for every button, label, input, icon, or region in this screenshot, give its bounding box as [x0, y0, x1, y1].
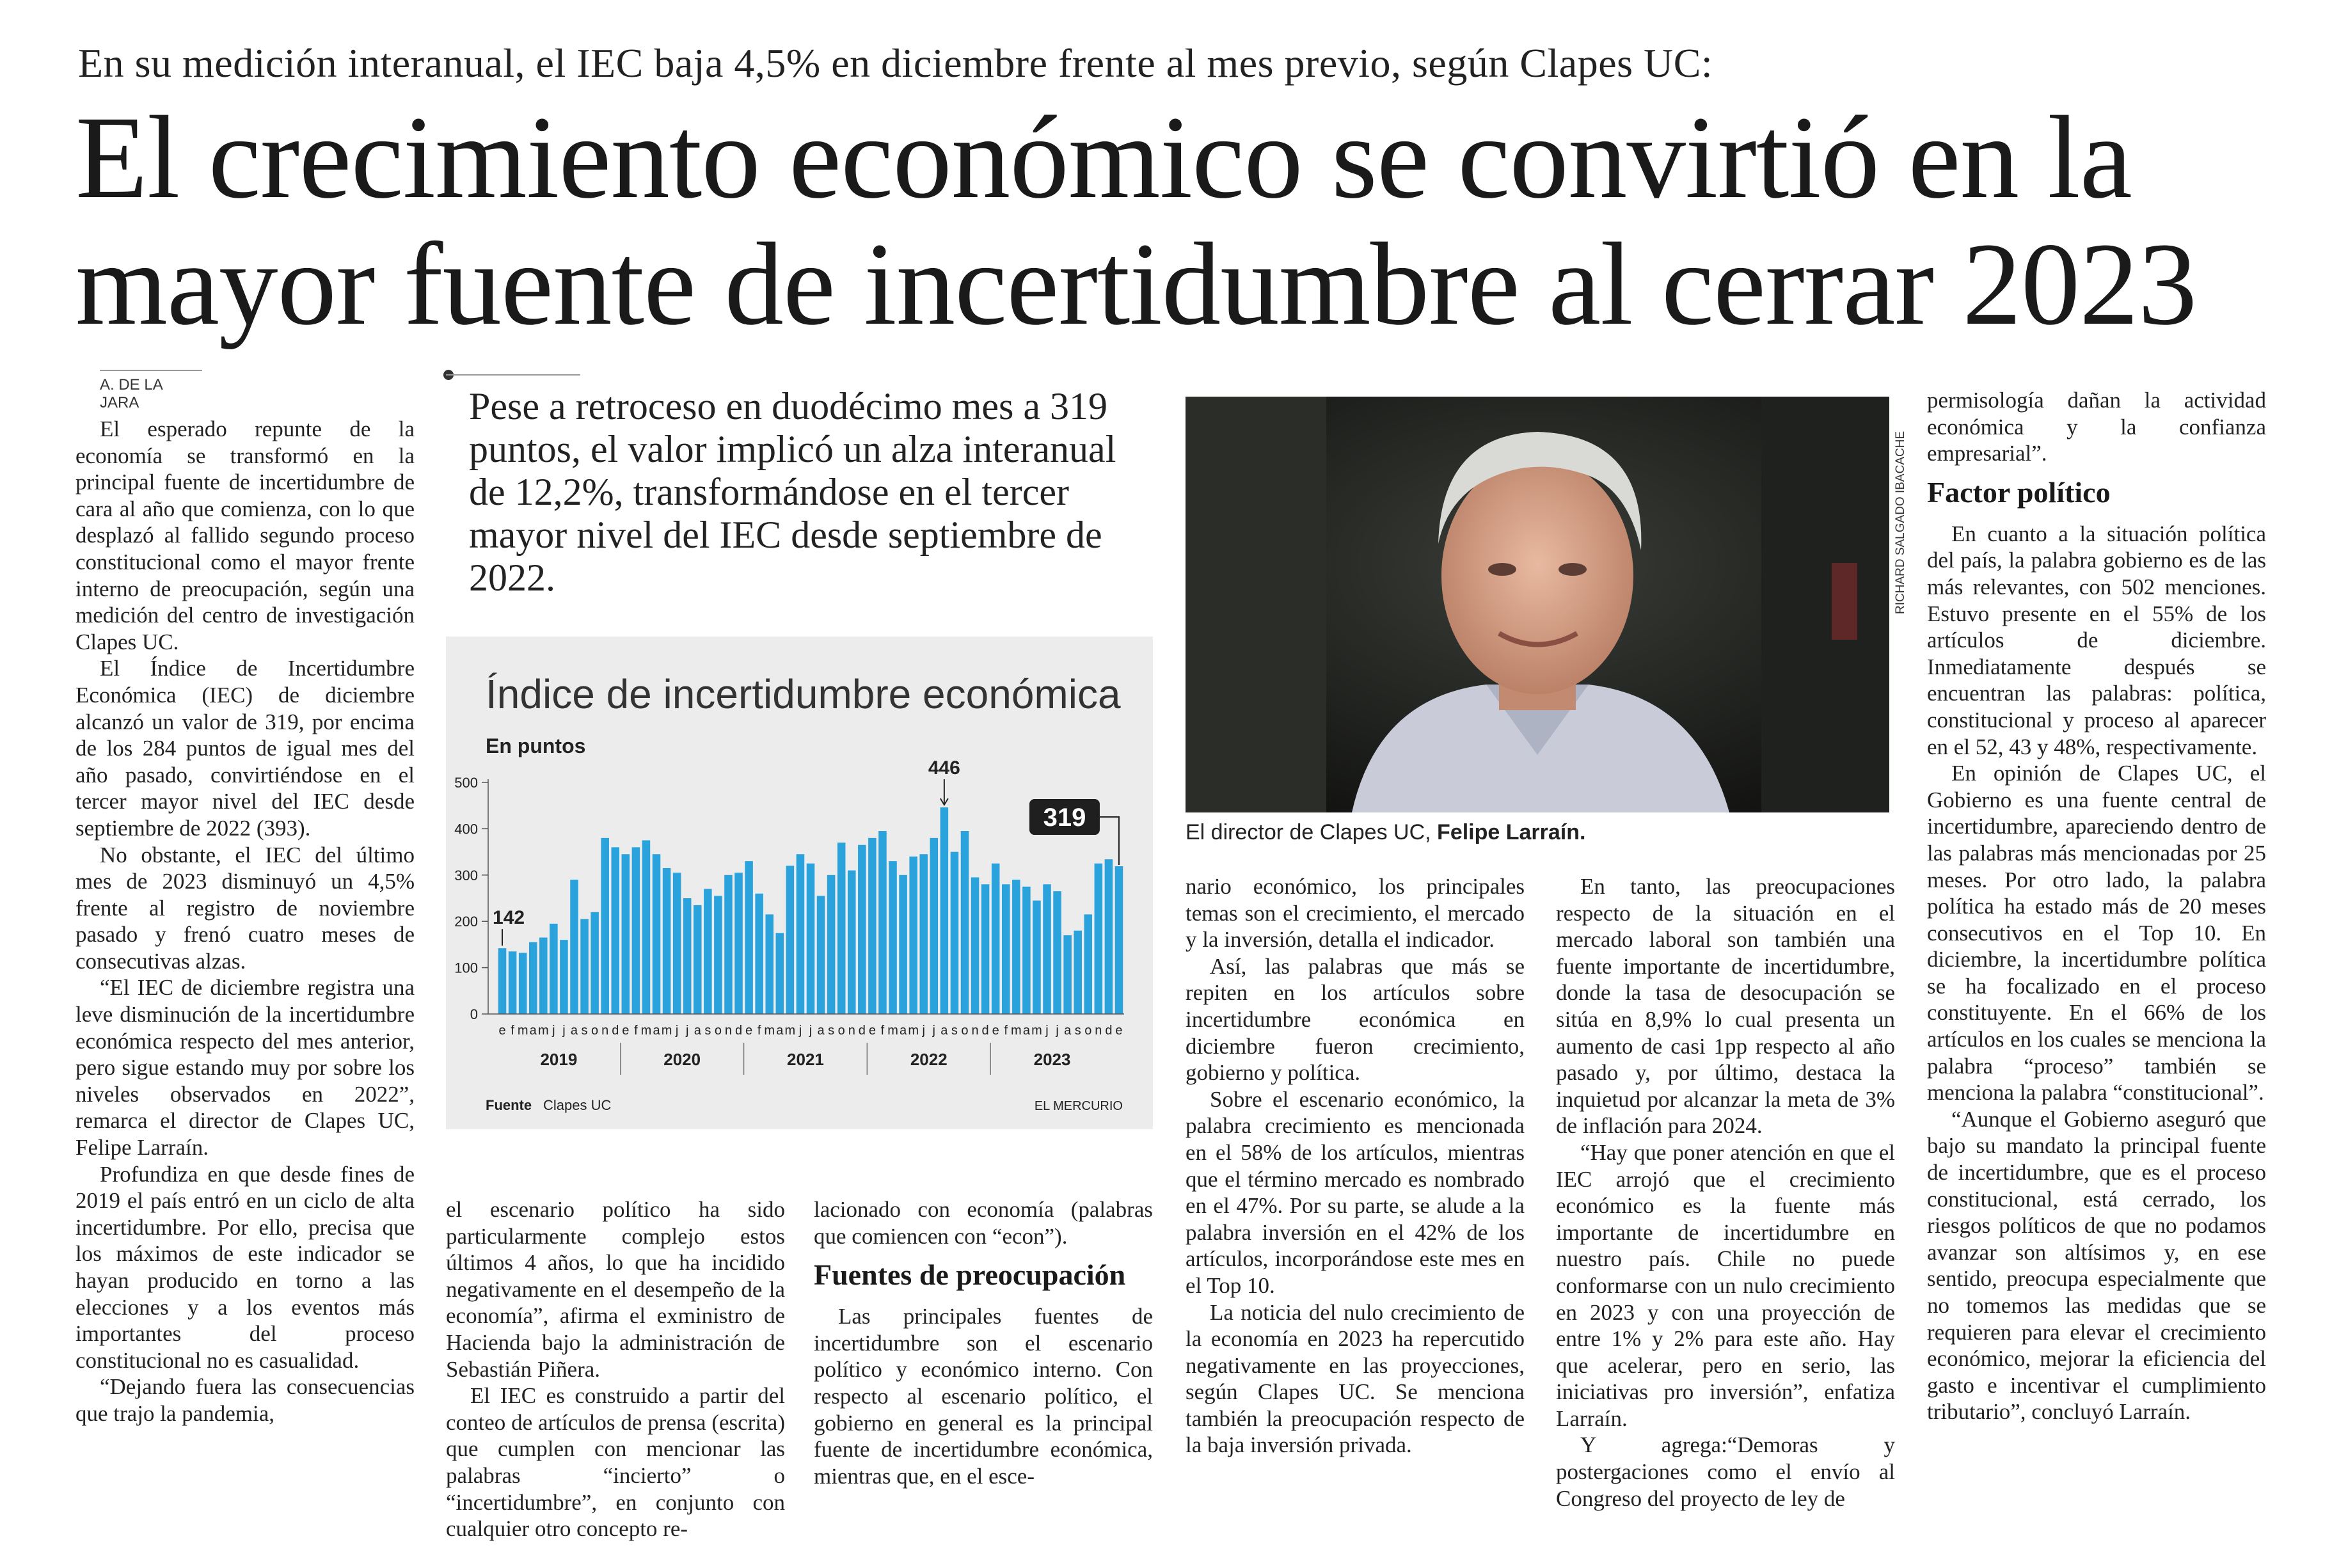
chart-title: Índice de incertidumbre económica: [486, 671, 1121, 717]
pullquote: Pese a retroceso en duodécimo mes a 319 puntos, el valor implicó un alza interanual de 12,2%, transformándose en el tercer mayor nivel del IEC desde septiembre de 2022.: [469, 385, 1116, 599]
photo-credit: RICHARD SALGADO IBACACHE: [1894, 431, 1907, 614]
x-tick-label: e: [498, 1024, 506, 1038]
x-tick-label: j: [675, 1024, 679, 1038]
x-tick-label: f: [1004, 1024, 1008, 1038]
paragraph: No obstante, el IEC del último mes de 2023 disminuyó un 4,5% frente al registro de noviembre pasado y frenó cuatro meses de consecutivas alzas.: [75, 842, 415, 974]
bar: [1063, 935, 1072, 1014]
bar: [940, 807, 949, 1014]
bar: [1002, 884, 1010, 1014]
x-tick-label: j: [932, 1024, 936, 1038]
year-label: 2020: [663, 1050, 701, 1069]
x-tick-label: s: [581, 1024, 588, 1038]
x-tick-label: d: [981, 1024, 989, 1038]
x-tick-label: n: [724, 1024, 733, 1038]
bar: [550, 924, 558, 1014]
bar: [570, 880, 578, 1014]
bar: [1084, 914, 1093, 1014]
bar: [601, 838, 609, 1014]
y-tick-label: 500: [454, 775, 478, 791]
bar: [971, 877, 980, 1014]
chart-panel: [446, 637, 1153, 1129]
x-tick-label: a: [1022, 1024, 1030, 1038]
bar: [961, 831, 969, 1014]
x-tick-label: a: [817, 1024, 825, 1038]
x-tick-label: j: [685, 1024, 689, 1038]
paragraph: lacionado con economía (palabras que comiencen con “econ”).: [814, 1197, 1153, 1249]
y-tick-label: 300: [454, 867, 478, 883]
bar: [930, 838, 939, 1014]
bar: [560, 940, 568, 1014]
bar: [797, 854, 805, 1014]
bar: [683, 898, 692, 1014]
y-tick-label: 0: [470, 1006, 478, 1022]
x-tick-label: o: [714, 1024, 722, 1038]
x-tick-label: s: [828, 1024, 835, 1038]
x-tick-label: f: [511, 1024, 514, 1038]
source-value: Clapes UC: [543, 1097, 612, 1113]
x-tick-label: s: [704, 1024, 711, 1038]
paragraph: “El IEC de diciembre registra una leve disminución de la incertidumbre económica respecto del mes anterior, pero sigue estando muy por sobre los niveles observados en 2022”, remarca el director de Clapes UC, Felipe Larraín.: [75, 975, 415, 1160]
x-tick-label: f: [634, 1024, 638, 1038]
x-tick-label: e: [868, 1024, 876, 1038]
x-tick-label: o: [591, 1024, 599, 1038]
year-label: 2019: [540, 1050, 578, 1069]
x-tick-label: e: [622, 1024, 630, 1038]
value-callout-connector: [1100, 817, 1119, 865]
caption-text: El director de Clapes UC,: [1186, 820, 1438, 844]
bar: [1115, 866, 1123, 1014]
x-tick-label: d: [858, 1024, 866, 1038]
section-heading: Factor político: [1927, 475, 2111, 509]
caption-name: Felipe Larraín.: [1437, 820, 1586, 844]
paragraph: La noticia del nulo crecimiento de la economía en 2023 ha repercutido negativamente en las proyecciones, según Clapes UC. Se menciona también la preocupación respecto de la baja inversión privada.: [1186, 1299, 1525, 1458]
portrait-photo: [1186, 397, 1889, 812]
chart-subtitle: En puntos: [486, 734, 586, 757]
x-tick-label: j: [552, 1024, 555, 1038]
x-tick-label: o: [1084, 1024, 1092, 1038]
x-tick-label: j: [798, 1024, 802, 1038]
bar: [663, 868, 671, 1014]
x-tick-label: n: [848, 1024, 855, 1038]
x-tick-label: d: [1105, 1024, 1113, 1038]
bar: [539, 938, 548, 1014]
bar: [992, 864, 1000, 1014]
x-tick-label: m: [640, 1024, 652, 1038]
source-label: Fuente: [486, 1097, 532, 1113]
x-tick-label: s: [1074, 1024, 1081, 1038]
x-tick-label: f: [880, 1024, 885, 1038]
paragraph: En cuanto a la situación política del país, la palabra gobierno es de las más relevantes, con 502 menciones. Estuvo presente en el 55% de los artículos de diciembre. Inmediatamente después se encuentran las palabras: política, constitucional y proceso al aparecer en el 52, 43 y 48%, respectivamente.: [1927, 521, 2266, 759]
bar: [1053, 891, 1061, 1014]
bar: [1095, 864, 1103, 1014]
x-tick-label: m: [661, 1024, 672, 1038]
x-tick-label: f: [757, 1024, 761, 1038]
value-label: 446: [928, 757, 960, 779]
bar: [498, 948, 507, 1014]
article-column-2: [446, 1196, 785, 1542]
bar: [509, 951, 517, 1014]
bar: [909, 857, 917, 1014]
paragraph: “Dejando fuera las consecuencias que trajo la pandemia,: [75, 1374, 415, 1426]
x-tick-label: a: [1064, 1024, 1072, 1038]
bar: [1022, 887, 1031, 1014]
x-tick-label: d: [612, 1024, 619, 1038]
bar: [786, 866, 795, 1014]
bar: [899, 875, 907, 1014]
bar: [755, 894, 763, 1014]
bar: [951, 852, 959, 1014]
bar: [591, 912, 599, 1014]
paragraph: Sobre el escenario económico, la palabra crecimiento es mencionada en el 58% de los artículos, mientras que el término mercado es nombrado en el 47%. Por su parte, se alude a la palabra inversión en el 42% de los artículos, incorporándose este mes en el Top 10.: [1186, 1086, 1525, 1298]
y-tick-label: 400: [454, 821, 478, 837]
x-tick-label: s: [951, 1024, 958, 1038]
bar: [1105, 859, 1113, 1014]
paragraph: En tanto, las preocupaciones respecto de la situación en el mercado laboral son también una fuente importante de incertidumbre, donde la tasa de desocupación se sitúa en 8,9% lo cual presenta un aumento de casi 1pp respecto al año pasado y, por último, destaca la inquietud por alcanzar la meta de 3% de inflación para 2024.: [1556, 874, 1895, 1139]
x-tick-label: o: [961, 1024, 969, 1038]
x-axis: [488, 1014, 1124, 1075]
year-label: 2022: [910, 1050, 948, 1069]
bar: [1033, 901, 1041, 1014]
photo-caption: [1186, 820, 1585, 845]
bar: [673, 873, 681, 1014]
paragraph: permisología dañan la actividad económica y la confianza empresarial”.: [1927, 388, 2266, 466]
paragraph: Las principales fuentes de incertidumbre son el escenario político y económico interno. Con respecto al escenario político, el gobierno en general es la principal fuente de incertidumbre económica, mientras que, en el esce-: [814, 1304, 1153, 1489]
article-column-3: [814, 1196, 1153, 1489]
bar: [622, 854, 630, 1014]
bar: [714, 896, 722, 1014]
x-tick-label: o: [837, 1024, 845, 1038]
paragraph: En opinión de Clapes UC, el Gobierno es una fuente central de incertidumbre, apareciendo dentro de las palabras más mencionadas por 25 meses. Por otro lado, la palabra política ha estado más de 20 meses consecutivos en el Top 10. En diciembre, la incertidumbre política se ha focalizado en el proceso constituyente. En el 66% de los artículos en los cuales se menciona la palabra “proceso” también se menciona la palabra “constitucional”.: [1927, 761, 2266, 1105]
bar: [724, 875, 733, 1014]
bar: [734, 873, 743, 1014]
article-column-6: [1927, 387, 2266, 1425]
year-label: 2021: [787, 1050, 824, 1069]
bar: [632, 847, 640, 1014]
article-column-5: [1556, 873, 1895, 1512]
year-label: 2023: [1033, 1050, 1071, 1069]
bar: [848, 871, 856, 1014]
bar: [694, 905, 702, 1014]
x-tick-label: a: [570, 1024, 578, 1038]
bar: [611, 847, 619, 1014]
x-tick-label: a: [900, 1024, 907, 1038]
x-tick-label: m: [908, 1024, 919, 1038]
x-tick-label: e: [745, 1024, 753, 1038]
x-tick-label: a: [694, 1024, 701, 1038]
bar: [704, 889, 712, 1014]
bar: [878, 831, 887, 1014]
x-tick-label: j: [562, 1024, 566, 1038]
byline: A. DE LA JARA: [100, 370, 202, 412]
bar: [817, 896, 825, 1014]
x-tick-label: a: [529, 1024, 537, 1038]
bar: [807, 864, 815, 1014]
x-tick-label: n: [1095, 1024, 1102, 1038]
bar: [529, 942, 537, 1014]
bar: [580, 919, 589, 1014]
bar: [642, 841, 651, 1015]
bar: [653, 854, 661, 1014]
bar: [889, 861, 897, 1014]
section-heading: Fuentes de preocupación: [814, 1258, 1126, 1292]
bar: [919, 854, 928, 1014]
paragraph: el escenario político ha sido particularmente complejo estos últimos 4 años, lo que ha incidido negativamente en el desempeño de la economía”, afirma el exministro de Hacienda bajo la administración de Sebastián Piñera.: [446, 1197, 785, 1382]
x-tick-label: a: [940, 1024, 948, 1038]
x-tick-label: e: [992, 1024, 999, 1038]
bar: [837, 843, 846, 1014]
paragraph: Y agrega:“Demoras y postergaciones como el envío al Congreso del proyecto de ley de: [1556, 1432, 1895, 1511]
x-tick-label: n: [971, 1024, 979, 1038]
x-tick-label: m: [517, 1024, 528, 1038]
x-tick-label: m: [537, 1024, 549, 1038]
x-tick-label: m: [887, 1024, 898, 1038]
paragraph: El Índice de Incertidumbre Económica (IEC) de diciembre alcanzó un valor de 319, por encima de los 284 puntos de igual mes del año pasado, convirtiéndose en el tercer mayor nivel del IEC desde septiembre de 2022 (393).: [75, 656, 415, 841]
bar: [776, 933, 784, 1014]
x-tick-label: j: [1045, 1024, 1049, 1038]
paragraph: nario económico, los principales temas son el crecimiento, el mercado y la inversión, detalla el indicador.: [1186, 874, 1525, 953]
x-tick-label: m: [1010, 1024, 1022, 1038]
brand-label: EL MERCURIO: [1034, 1099, 1123, 1113]
paragraph: Profundiza en que desde fines de 2019 el país entró en un ciclo de alta incertidumbre. Por ello, precisa que los máximos de este indicador se hayan producido en torno a las elecciones y a los eventos más importantes del proceso constitucional no es casualidad.: [75, 1161, 415, 1373]
x-tick-label: m: [784, 1024, 796, 1038]
y-axis: [454, 775, 488, 1022]
bar: [1074, 931, 1082, 1014]
x-tick-label: j: [922, 1024, 925, 1038]
portrait-illustration: [1186, 397, 1889, 812]
x-tick-label: e: [1115, 1024, 1123, 1038]
bar: [745, 861, 753, 1014]
bar-chart: [446, 637, 1153, 1129]
y-tick-label: 200: [454, 914, 478, 930]
x-tick-label: d: [734, 1024, 743, 1038]
value-callout-label: 319: [1043, 804, 1086, 832]
x-tick-label: n: [601, 1024, 609, 1038]
paragraph: El esperado repunte de la economía se transformó en la principal fuente de incertidumbre de cara al año que comienza, con lo que desplazó al fallido segundo proceso constitucional como el mayor frente interno de preocupación, según una medición del centro de investigación Clapes UC.: [75, 416, 415, 654]
x-tick-label: m: [764, 1024, 775, 1038]
bar: [1012, 880, 1020, 1014]
paragraph: Así, las palabras que más se repiten en los artículos sobre incertidumbre económica en diciembre fueron crecimiento, gobierno y política.: [1186, 953, 1525, 1086]
bar-series: [498, 807, 1123, 1014]
x-tick-label: a: [653, 1024, 660, 1038]
x-tick-label: j: [1056, 1024, 1059, 1038]
bar: [1043, 884, 1051, 1014]
bar: [981, 884, 990, 1014]
article-column-4: [1186, 873, 1525, 1459]
article-column-1: [75, 416, 415, 1427]
x-tick-label: a: [776, 1024, 784, 1038]
x-tick-label: j: [809, 1024, 813, 1038]
x-tick-label: m: [1031, 1024, 1042, 1038]
pullquote-rule: [446, 374, 580, 376]
bar: [868, 838, 876, 1014]
value-label: 142: [493, 907, 525, 929]
paragraph: “Hay que poner atención en que el IEC arrojó que el crecimiento económico es la fuente más importante de incertidumbre en nuestro país. Chile no puede conformarse con un nulo crecimiento en 2023 y con una proyección de entre 1% y 2% para este año. Hay que acelerar, pero en serio, las iniciativas pro inversión”, enfatiza Larraín.: [1556, 1139, 1895, 1431]
headline: El crecimiento económico se convirtió en la mayor fuente de incertidumbre al cerrar 2023: [75, 92, 2197, 350]
paragraph: “Aunque el Gobierno aseguró que bajo su mandato la principal fuente de incertidumbre, que es el proceso constitucional, está cerrado, los riesgos políticos de que no podamos avanzar son altísimos y, en ese sentido, preocupa especialmente que no tomemos las medidas que se requieren para elevar el crecimiento económico, mejorar la eficiencia del gasto e incentivar el cumplimiento tributario”, concluyó Larraín.: [1927, 1106, 2266, 1425]
y-tick-label: 100: [454, 960, 478, 976]
bar: [827, 875, 836, 1014]
kicker: En su medición interanual, el IEC baja 4,5% en diciembre frente al mes previo, según Clapes UC:: [78, 40, 1713, 86]
bar: [858, 845, 866, 1014]
bar: [765, 914, 773, 1014]
paragraph: El IEC es construido a partir del conteo de artículos de prensa (escrita) que cumplen con mencionar las palabras “incierto” o “incertidumbre”, en conjunto con cualquier otro concepto re-: [446, 1383, 785, 1542]
bar: [519, 953, 527, 1014]
